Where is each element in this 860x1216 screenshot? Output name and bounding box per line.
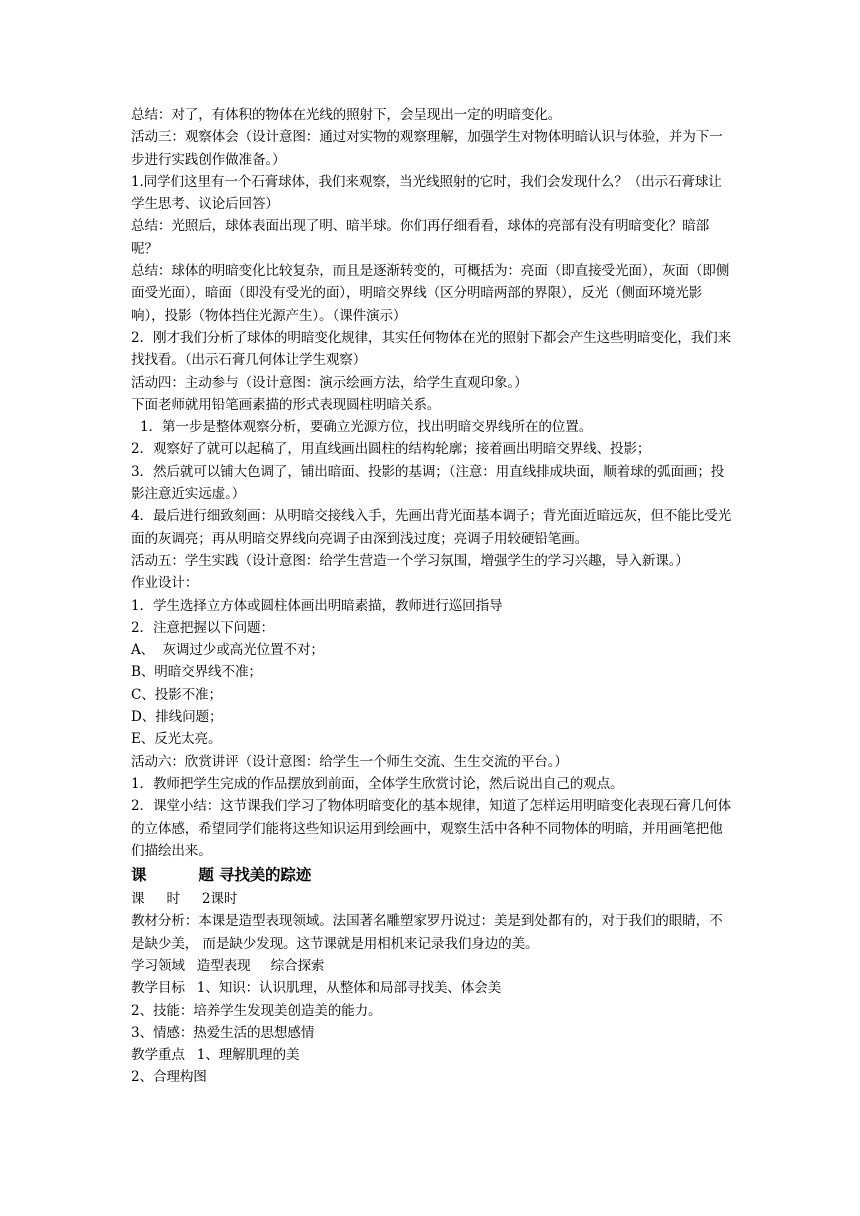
paragraph: 总结：光照后，球体表面出现了明、暗半球。你们再仔细看看，球体的亮部有没有明暗变化？暗部呢？ bbox=[131, 218, 710, 257]
lesson-focus: 2、合理构图 bbox=[131, 1069, 207, 1086]
homework-heading: 作业设计： bbox=[131, 575, 199, 592]
paragraph: 下面老师就用铅笔画素描的形式表现圆柱明暗关系。 bbox=[131, 396, 441, 413]
lesson-goal: 3、情感：热爱生活的思想感情 bbox=[131, 1024, 315, 1041]
paragraph: 总结：球体的明暗变化比较复杂，而且是逐渐转变的，可概括为：亮面（即直接受光面），灰面（即侧面受光面），暗面（即没有受光的面），明暗交界线（区分明暗两部的界限），反光（侧面环境光影响），投影（物体挡住光源产生）。（课件演示） bbox=[131, 263, 730, 324]
lesson-title bbox=[131, 862, 733, 888]
problem-item: A、 灰调过少或高光位置不对； bbox=[131, 642, 324, 659]
lesson-goal: 2、技能：培养学生发现美创造美的能力。 bbox=[131, 1002, 382, 1019]
paragraph: 1．教师把学生完成的作品摆放到前面，全体学生欣赏讨论，然后说出自己的观点。 bbox=[131, 775, 624, 792]
paragraph: 活动三：观察体会（设计意图：通过对实物的观察理解，加强学生对物体明暗认识与体验，并为下一步进行实践创作做准备。） bbox=[131, 129, 723, 168]
problem-item: E、反光太亮。 bbox=[131, 731, 222, 748]
paragraph: 2．刚才我们分析了球体的明暗变化规律，其实任何物体在光的照射下都会产生这些明暗变化，我们来找找看。（出示石膏几何体让学生观察） bbox=[131, 329, 732, 369]
step-item: 2．观察好了就可以起稿了，用直线画出圆柱的结构轮廓；接着画出明暗交界线、投影； bbox=[131, 441, 651, 458]
problem-item: D、排线问题； bbox=[131, 709, 223, 726]
activity-heading: 活动四：主动参与（设计意图：演示绘画方法，给学生直观印象。） bbox=[131, 374, 528, 391]
activity-heading: 活动六：欣赏讲评（设计意图：给学生一个师生交流、生生交流的平台。） bbox=[131, 753, 568, 770]
paragraph: 1.同学们这里有一个石膏球体，我们来观察，当光线照射的它时，我们会发现什么？（出示石膏球让学生思考、议论后回答） bbox=[131, 173, 722, 213]
problem-item: B、明暗交界线不准； bbox=[131, 664, 262, 681]
activity-heading: 活动五：学生实践（设计意图：给学生营造一个学习氛围，增强学生的学习兴趣，导入新课。） bbox=[131, 552, 689, 569]
problem-item: C、投影不准； bbox=[131, 686, 222, 703]
lesson-title-label: 课 bbox=[131, 866, 147, 885]
step-item: 1．第一步是整体观察分析，要确立光源方位，找出明暗交界线所在的位置。 bbox=[140, 419, 593, 436]
paragraph: 2．课堂小结：这节课我们学习了物体明暗变化的基本规律，知道了怎样运用明暗变化表现石膏几何体的立体感，希望同学们能将这些知识运用到绘画中，观察生活中各种不同物体的明暗，并用画笔把他们描绘出来。 bbox=[131, 798, 732, 859]
lesson-analysis: 教材分析：本课是造型表现领域。法国著名雕塑家罗丹说过：美是到处都有的，对于我们的眼睛，不是缺少美， 而是缺少发现。这节课就是用相机来记录我们身边的美。 bbox=[131, 913, 723, 952]
lesson-domain: 学习领域 造型表现 综合探索 bbox=[131, 957, 325, 974]
step-item: 4．最后进行细致刻画：从明暗交接线入手，先画出背光面基本调子；背光面近暗远灰，但不能比受光面的灰调亮；再从明暗交界线向亮调子由深到浅过度；亮调子用较硬铅笔画。 bbox=[131, 508, 732, 547]
lesson-title-text: 寻找美的踪迹 bbox=[218, 866, 312, 885]
lesson-title-label: 题 bbox=[198, 866, 214, 885]
paragraph: 总结：对了，有体积的物体在光线的照射下，会呈现出一定的明暗变化。 bbox=[131, 107, 562, 123]
step-item: 3．然后就可以铺大色调了，铺出暗面、投影的基调；（注意：用直线排成块面，顺着球的弧面画；投影注意近实远虚。） bbox=[131, 463, 725, 503]
lesson-hours: 课 时 2课时 bbox=[131, 891, 238, 908]
document-body bbox=[131, 104, 733, 1089]
homework-item: 1．学生选择立方体或圆柱体画出明暗素描，教师进行巡回指导 bbox=[131, 597, 503, 614]
lesson-goal: 教学目标 1、知识：认识肌理，从整体和局部寻找美、体会美 bbox=[131, 980, 502, 997]
lesson-focus: 教学重点 1、理解肌理的美 bbox=[131, 1047, 300, 1064]
homework-item: 2．注意把握以下问题： bbox=[131, 619, 274, 636]
